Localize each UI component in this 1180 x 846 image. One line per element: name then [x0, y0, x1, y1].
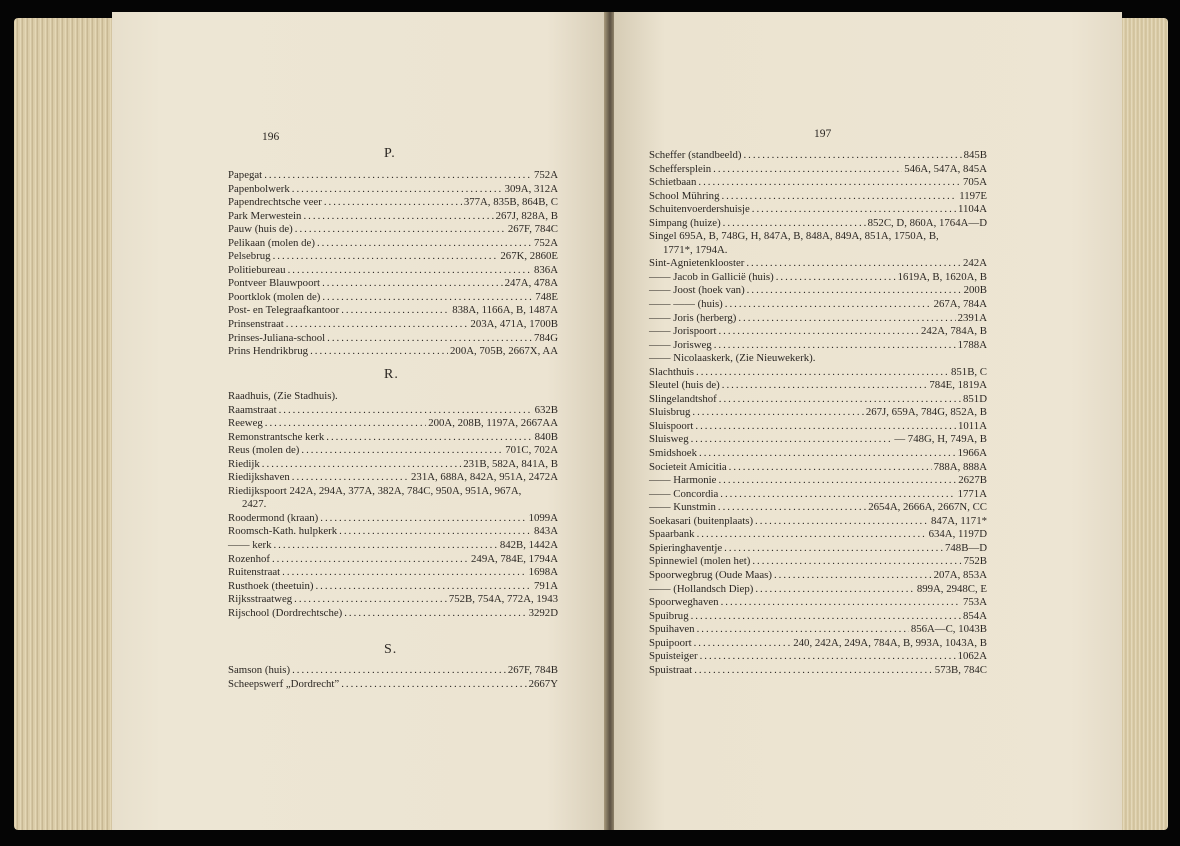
index-entry	[228, 304, 558, 318]
dot-leader	[752, 203, 956, 217]
entry-name: Smidshoek	[649, 447, 697, 460]
entry-name: Rijschool (Dordrechtsche)	[228, 606, 343, 619]
entry-name: Samson (huis)	[228, 664, 291, 676]
entry-name: Park Merwestein	[228, 209, 302, 222]
index-entry	[649, 312, 987, 326]
entry-name: Roodermond (kraan)	[228, 511, 319, 524]
entry-name: Prinses-Juliana-school	[228, 331, 326, 344]
entry-reference: 200B	[963, 284, 987, 297]
index-entry	[228, 250, 558, 264]
entry-reference: 247A, 478A	[504, 277, 558, 290]
entry-reference: 634A, 1197D	[928, 528, 987, 541]
entry-name: Schietbaan	[649, 176, 697, 189]
index-entry	[228, 404, 558, 418]
entry-name: Sluisweg	[649, 433, 689, 446]
entry-name: Spinnewiel (molen het)	[649, 555, 751, 568]
entry-name: —— Jorisweg	[649, 338, 712, 351]
entry-reference: 752B	[963, 555, 987, 568]
entry-reference: 852C, D, 860A, 1764A—D	[867, 216, 987, 229]
dot-leader	[746, 257, 961, 271]
index-entry	[649, 583, 987, 597]
dot-leader	[691, 610, 961, 624]
book-page-edges-left	[14, 18, 124, 830]
entry-reference: 854A	[963, 609, 987, 622]
entry-reference: 200A, 208B, 1197A, 2667AA	[428, 417, 558, 430]
index-list-p	[228, 169, 558, 359]
entry-reference: 267J, 659A, 784G, 852A, B	[865, 406, 987, 419]
index-entry	[649, 461, 987, 475]
index-entry	[228, 539, 558, 553]
index-entry	[649, 596, 987, 610]
dot-leader	[301, 444, 503, 458]
index-entry	[649, 339, 987, 353]
dot-leader	[714, 339, 956, 353]
index-entry	[228, 223, 558, 237]
index-entry	[649, 379, 987, 393]
dot-leader	[286, 318, 469, 332]
entry-reference: 1011A	[958, 419, 987, 432]
index-entry	[649, 474, 987, 488]
index-entry	[228, 580, 558, 594]
index-entry	[228, 318, 558, 332]
entry-reference: 1619A, B, 1620A, B	[897, 270, 987, 283]
index-entry	[649, 163, 987, 177]
index-entry	[649, 555, 987, 569]
entry-name: Spuisteiger	[649, 650, 698, 663]
right-page-number: 197	[814, 128, 832, 140]
entry-reference: 240, 242A, 249A, 784A, B, 993A, 1043A, B	[793, 636, 987, 649]
index-entry	[649, 542, 987, 556]
dot-leader	[341, 678, 526, 692]
dot-leader	[776, 271, 896, 285]
dot-leader	[692, 406, 863, 420]
index-entry	[649, 217, 987, 231]
index-entry	[228, 277, 558, 291]
entry-name: Spuipoort	[649, 636, 692, 649]
dot-leader	[273, 539, 497, 553]
entry-name: Rijksstraatweg	[228, 593, 293, 606]
entry-reference: 573B, 784C	[934, 663, 987, 676]
entry-name: —— kerk	[228, 539, 272, 552]
dot-leader	[722, 379, 928, 393]
entry-name: Schuitenvoerdershuisje	[649, 203, 750, 216]
entry-reference: 840B	[534, 430, 558, 443]
entry-name: Spoorwegbrug (Oude Maas)	[649, 568, 772, 581]
dot-leader	[341, 304, 450, 318]
entry-name: Reeweg	[228, 417, 263, 430]
dot-leader	[324, 196, 462, 210]
entry-reference: 1966A	[957, 447, 987, 460]
dot-leader	[720, 488, 955, 502]
entry-reference: 207A, 853A	[933, 568, 987, 581]
dot-leader	[265, 417, 426, 431]
dot-leader	[295, 223, 506, 237]
entry-name: Reus (molen de)	[228, 444, 300, 457]
entry-name: Rozenhof	[228, 552, 270, 565]
entry-name: School Mühring	[649, 189, 720, 202]
entry-reference: 267J, 828A, B	[495, 209, 558, 222]
dot-leader	[723, 217, 866, 231]
index-entry	[228, 566, 558, 580]
index-entry	[649, 366, 987, 380]
entry-reference: 784G	[534, 331, 558, 344]
entry-reference: 249A, 784E, 1794A	[471, 552, 558, 565]
entry-reference: 267K, 2860E	[500, 250, 558, 263]
entry-reference: 752B, 754A, 772A, 1943	[448, 593, 558, 606]
entry-name: Remonstrantsche kerk	[228, 430, 325, 443]
index-entry	[228, 485, 558, 499]
entry-reference: 752A	[534, 236, 558, 249]
entry-name: Pauw (huis de)	[228, 223, 293, 236]
dot-leader	[303, 210, 493, 224]
entry-reference: 546A, 547A, 845A	[904, 162, 987, 175]
index-entry	[649, 569, 987, 583]
entry-reference: 845B	[963, 149, 987, 161]
dot-leader	[698, 176, 961, 190]
index-entry	[228, 593, 558, 607]
section-heading-s: S.	[384, 642, 398, 657]
index-entry	[649, 406, 987, 420]
entry-reference: 791A	[534, 579, 558, 592]
index-entry	[649, 623, 987, 637]
entry-reference: 1062A	[957, 650, 987, 663]
dot-leader	[747, 284, 962, 298]
dot-leader	[327, 332, 532, 346]
index-entry	[649, 488, 987, 502]
entry-name: —— Harmonie	[649, 474, 717, 487]
entry-reference: 377A, 835B, 864B, C	[463, 196, 558, 209]
index-entry	[649, 501, 987, 515]
entry-name: Spoorweghaven	[649, 596, 719, 609]
entry-reference: 784E, 1819A	[929, 379, 987, 392]
index-entry	[228, 210, 558, 224]
entry-name: Scheffer (standbeeld)	[649, 149, 742, 161]
entry-reference: 843A	[534, 525, 558, 538]
entry-reference: 2627B	[958, 474, 987, 487]
entry-name: Scheffersplein	[649, 162, 712, 175]
index-entry	[649, 515, 987, 529]
entry-reference: 856A—C, 1043B	[910, 623, 987, 636]
entry-name: Papendrechtsche veer	[228, 196, 322, 209]
entry-reference: — 748G, H, 749A, B	[894, 433, 987, 446]
index-entry	[228, 417, 558, 431]
entry-reference: 231A, 688A, 842A, 951A, 2472A	[411, 471, 558, 484]
index-entry	[649, 190, 987, 204]
left-page	[112, 12, 606, 830]
index-entry	[649, 271, 987, 285]
index-entry	[649, 203, 987, 217]
dot-leader	[697, 623, 909, 637]
dot-leader	[292, 664, 506, 678]
index-entry	[228, 169, 558, 183]
entry-name: Prins Hendrikbrug	[228, 345, 309, 358]
index-entry	[228, 390, 558, 404]
entry-reference: 899A, 2948C, E	[916, 582, 987, 595]
index-entry	[228, 471, 558, 485]
entry-reference: 267F, 784C	[507, 223, 558, 236]
index-entry	[228, 444, 558, 458]
entry-name: Pelikaan (molen de)	[228, 236, 315, 249]
entry-reference: 748B—D	[945, 541, 987, 554]
index-entry	[228, 512, 558, 526]
dot-leader	[262, 458, 461, 472]
entry-name: —— Jacob in Gallicië (huis)	[649, 270, 774, 283]
index-entry	[649, 433, 987, 447]
dot-leader	[339, 525, 532, 539]
index-entry	[228, 664, 558, 678]
entry-name: Slachthuis	[649, 365, 694, 378]
dot-leader	[310, 345, 448, 359]
dot-leader	[697, 528, 927, 542]
entry-name: Riedijkspoort 242A, 294A, 377A, 382A, 784C, 950A, 951A, 967A,	[228, 484, 522, 497]
dot-leader	[725, 298, 932, 312]
entry-name: Sluisbrug	[649, 406, 691, 419]
entry-reference: 753A	[963, 596, 987, 609]
entry-reference: 267F, 784B	[507, 664, 558, 676]
section-heading-p: P.	[384, 146, 396, 161]
dot-leader	[326, 431, 532, 445]
dot-leader	[713, 163, 902, 177]
entry-reference: 705A	[963, 176, 987, 189]
entry-reference: 842B, 1442A	[499, 539, 558, 552]
entry-reference: 309A, 312A	[504, 182, 558, 195]
entry-name: —— Kunstmin	[649, 501, 716, 514]
dot-leader	[718, 501, 866, 515]
dot-leader	[344, 607, 526, 621]
index-entry	[228, 607, 558, 621]
entry-reference: 748E	[535, 290, 558, 303]
entry-reference: 851B, C	[951, 365, 987, 378]
index-entry	[228, 264, 558, 278]
entry-reference: 838A, 1166A, B, 1487A	[452, 304, 558, 317]
dot-leader	[718, 474, 956, 488]
entry-name: Papenbolwerk	[228, 182, 290, 195]
index-entry	[649, 257, 987, 271]
entry-reference: 701C, 702A	[505, 444, 558, 457]
dot-leader	[694, 664, 933, 678]
dot-leader	[738, 312, 955, 326]
dot-leader	[317, 237, 532, 251]
entry-reference: 2667Y	[528, 677, 558, 690]
dot-leader	[721, 190, 957, 204]
index-entry	[649, 447, 987, 461]
entry-name: Soekasari (buitenplaats)	[649, 514, 754, 527]
index-entry	[649, 664, 987, 678]
entry-reference: 847A, 1171*	[931, 514, 987, 527]
index-entry	[228, 458, 558, 472]
entry-name: Simpang (huize)	[649, 216, 721, 229]
entry-reference: 1104A	[958, 203, 987, 216]
entry-name: Scheepswerf „Dordrecht”	[228, 677, 340, 690]
index-entry	[228, 291, 558, 305]
dot-leader	[272, 553, 469, 567]
entry-name: Spieringhaventje	[649, 541, 723, 554]
index-entry	[649, 230, 987, 244]
index-list-r	[228, 390, 558, 620]
entry-name: Pontveer Blauwpoort	[228, 277, 321, 290]
dot-leader	[696, 366, 949, 380]
entry-reference: 200A, 705B, 2667X, AA	[450, 345, 558, 358]
entry-continuation: 2427.	[242, 498, 267, 511]
book-page-edges-right	[1116, 18, 1168, 830]
entry-reference: 1099A	[528, 511, 558, 524]
index-entry	[649, 420, 987, 434]
index-list-s	[228, 664, 558, 691]
section-heading-r: R.	[384, 367, 399, 382]
index-entry	[228, 183, 558, 197]
entry-reference: 752A	[534, 169, 558, 181]
dot-leader	[700, 650, 956, 664]
index-entry	[228, 431, 558, 445]
index-entry	[649, 325, 987, 339]
dot-leader	[719, 393, 961, 407]
entry-reference: 267A, 784A	[933, 298, 987, 311]
index-entry	[228, 237, 558, 251]
entry-reference: 2391A	[957, 311, 987, 324]
index-entry	[649, 284, 987, 298]
entry-name: Spuistraat	[649, 663, 693, 676]
entry-name: Pelsebrug	[228, 250, 271, 263]
index-entry	[228, 525, 558, 539]
entry-name: —— —— (huis)	[649, 298, 723, 311]
dot-leader	[264, 169, 532, 183]
dot-leader	[320, 512, 526, 526]
dot-leader	[273, 250, 499, 264]
entry-name: —— (Hollandsch Diep)	[649, 582, 754, 595]
entry-name: —— Jorispoort	[649, 325, 717, 338]
index-entry	[649, 610, 987, 624]
entry-name: Sleutel (huis de)	[649, 379, 720, 392]
dot-leader	[279, 404, 533, 418]
entry-name: Prinsenstraat	[228, 318, 284, 331]
entry-reference: 231B, 582A, 841A, B	[463, 457, 558, 470]
dot-leader	[292, 471, 409, 485]
entry-name: Raadhuis, (Zie Stadhuis).	[228, 390, 338, 402]
dot-leader	[282, 566, 526, 580]
entry-name: Spaarbank	[649, 528, 695, 541]
right-page	[614, 12, 1122, 830]
entry-reference: 242A	[963, 257, 987, 270]
dot-leader	[718, 325, 919, 339]
entry-reference: 1698A	[528, 566, 558, 579]
dot-leader	[322, 291, 533, 305]
entry-continuation: 1771*, 1794A.	[663, 243, 728, 256]
dot-leader	[322, 277, 503, 291]
dot-leader	[294, 593, 447, 607]
entry-name: Sint-Agnietenklooster	[649, 257, 745, 270]
entry-name: Papegat	[228, 169, 263, 181]
entry-name: Societeit Amicitia	[649, 460, 727, 473]
entry-name: Post- en Telegraafkantoor	[228, 304, 340, 317]
index-entry	[649, 650, 987, 664]
entry-name: —— Nicolaaskerk, (Zie Nieuwekerk).	[649, 352, 816, 365]
entry-name: Politiebureau	[228, 263, 286, 276]
entry-name: Singel 695A, B, 748G, H, 847A, B, 848A, 849A, 851A, 1750A, B,	[649, 230, 939, 243]
dot-leader	[743, 149, 961, 163]
entry-reference: 632B	[534, 403, 558, 416]
index-entry	[228, 553, 558, 567]
entry-name: —— Concordia	[649, 487, 719, 500]
index-entry	[649, 352, 987, 366]
index-entry	[228, 332, 558, 346]
entry-name: —— Joost (hoek van)	[649, 284, 745, 297]
entry-name: Ruitenstraat	[228, 566, 281, 579]
dot-leader	[288, 264, 532, 278]
dot-leader	[694, 637, 792, 651]
entry-name: Rusthoek (theetuin)	[228, 579, 314, 592]
entry-name: Roomsch-Kath. hulpkerk	[228, 525, 338, 538]
entry-name: Spuihaven	[649, 623, 695, 636]
dot-leader	[699, 447, 956, 461]
entry-name: Sluispoort	[649, 419, 694, 432]
entry-reference: 1771A	[957, 487, 987, 500]
dot-leader	[755, 583, 914, 597]
dot-leader	[724, 542, 943, 556]
dot-leader	[691, 433, 893, 447]
dot-leader	[292, 183, 503, 197]
index-entry	[649, 149, 987, 163]
dot-leader	[774, 569, 932, 583]
index-entry	[228, 678, 558, 692]
entry-reference: 3292D	[528, 606, 558, 619]
entry-reference: 203A, 471A, 1700B	[470, 318, 558, 331]
entry-reference: 836A	[534, 263, 558, 276]
entry-reference: 788A, 888A	[933, 460, 987, 473]
index-entry	[649, 528, 987, 542]
dot-leader	[755, 515, 929, 529]
dot-leader	[721, 596, 961, 610]
index-entry	[649, 298, 987, 312]
dot-leader	[752, 555, 961, 569]
dot-leader	[695, 420, 956, 434]
entry-name: —— Joris (herberg)	[649, 311, 737, 324]
index-entry	[649, 176, 987, 190]
entry-name: Slingelandtshof	[649, 392, 717, 405]
index-entry	[649, 393, 987, 407]
entry-name: Riedijkshaven	[228, 471, 290, 484]
index-entry	[649, 637, 987, 651]
index-entry	[228, 345, 558, 359]
dot-leader	[729, 461, 932, 475]
entry-reference: 1788A	[957, 338, 987, 351]
entry-reference: 242A, 784A, B	[921, 325, 987, 338]
entry-reference: 2654A, 2666A, 2667N, CC	[868, 501, 987, 514]
left-page-number: 196	[262, 131, 280, 143]
index-entry	[228, 196, 558, 210]
dot-leader	[315, 580, 532, 594]
entry-name: Raamstraat	[228, 403, 277, 416]
entry-name: Spuibrug	[649, 609, 689, 622]
index-list-right	[649, 149, 987, 677]
entry-name: Poortklok (molen de)	[228, 290, 321, 303]
entry-reference: 851D	[963, 392, 987, 405]
entry-reference: 1197E	[959, 189, 987, 202]
entry-name: Riedijk	[228, 457, 260, 470]
